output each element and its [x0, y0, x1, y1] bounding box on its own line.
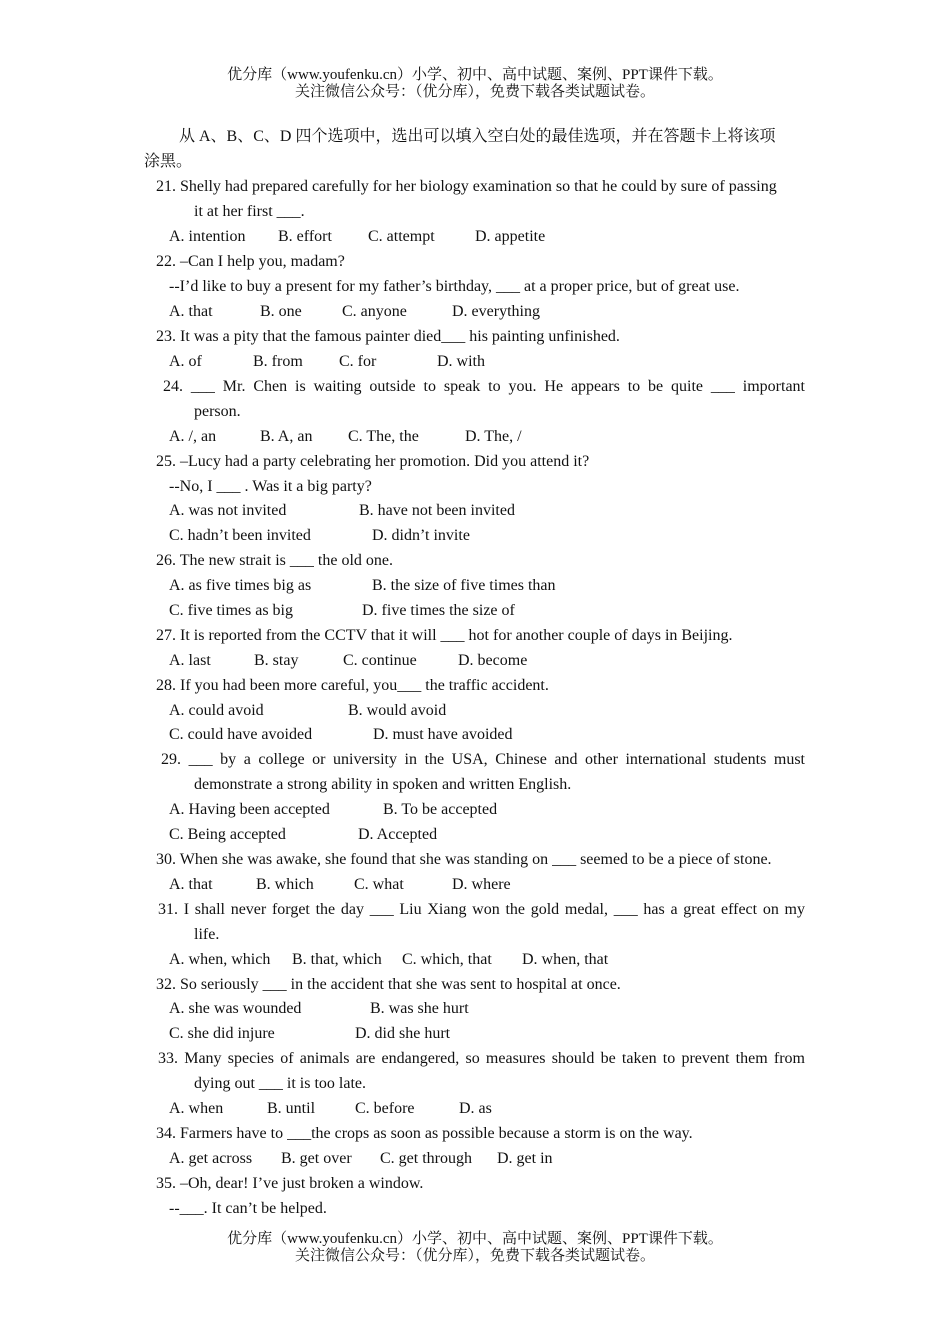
option-c: C. could have avoided: [169, 726, 313, 743]
option-c: C. what: [354, 876, 404, 893]
q23-stem: 23. It was a pity that the famous painter died___ his painting unfinished.: [156, 328, 620, 345]
option-b: B. the size of five times than: [372, 577, 556, 594]
q31-stem-cont: life.: [194, 926, 220, 943]
q35-stem-cont: --___. It can’t be helped.: [169, 1200, 327, 1217]
option-c: C. anyone: [342, 303, 407, 320]
option-c: C. The, the: [348, 428, 419, 445]
option-b: B. one: [260, 303, 302, 320]
q34-stem: 34. Farmers have to ___the crops as soon as possible because a storm is on the way.: [156, 1125, 693, 1142]
option-a: A. intention: [169, 228, 246, 245]
option-b: B. would avoid: [348, 702, 447, 719]
option-c: C. she did injure: [169, 1025, 275, 1042]
option-b: B. To be accepted: [383, 801, 498, 818]
q22-stem: 22. –Can I help you, madam?: [156, 253, 345, 270]
option-b: B. A, an: [260, 428, 313, 445]
q24-stem: 24. ___ Mr. Chen is waiting outside to speak to you. He appears to be quite ___ important: [163, 378, 805, 395]
option-b: B. from: [253, 353, 303, 370]
option-a: A. was not invited: [169, 502, 287, 519]
option-c: C. hadn’t been invited: [169, 527, 311, 544]
option-a: A. that: [169, 876, 213, 893]
option-a: A. last: [169, 652, 211, 669]
option-d: D. Accepted: [358, 826, 438, 843]
q21-stem: 21. Shelly had prepared carefully for her biology examination so that he could by sure of passing: [156, 178, 777, 195]
q33-stem-cont: dying out ___ it is too late.: [194, 1075, 366, 1092]
option-a: A. when, which: [169, 951, 271, 968]
option-c: C. continue: [343, 652, 417, 669]
q35-stem: 35. –Oh, dear! I’ve just broken a window.: [156, 1175, 424, 1192]
option-b: B. effort: [278, 228, 332, 245]
q26-stem: 26. The new strait is ___ the old one.: [156, 552, 393, 569]
q25-stem-cont: --No, I ___ . Was it a big party?: [169, 478, 372, 495]
option-d: D. didn’t invite: [372, 527, 470, 544]
option-a: A. that: [169, 303, 213, 320]
q27-stem: 27. It is reported from the CCTV that it will ___ hot for another couple of days in Beijing.: [156, 627, 733, 644]
option-d: D. as: [459, 1100, 492, 1117]
q33-stem: 33. Many species of animals are endangered, so measures should be taken to prevent them from: [158, 1050, 805, 1067]
option-c: C. which, that: [402, 951, 492, 968]
option-a: A. she was wounded: [169, 1000, 302, 1017]
option-d: D. did she hurt: [355, 1025, 451, 1042]
option-c: C. before: [355, 1100, 415, 1117]
q21-stem-cont: it at her first ___.: [194, 203, 305, 220]
option-c: C. get through: [380, 1150, 472, 1167]
option-b: B. that, which: [292, 951, 382, 968]
option-b: B. have not been invited: [359, 502, 515, 519]
q32-stem: 32. So seriously ___ in the accident that she was sent to hospital at once.: [156, 976, 621, 993]
option-a: A. of: [169, 353, 202, 370]
option-d: D. become: [458, 652, 528, 669]
option-d: D. get in: [497, 1150, 553, 1167]
header-line-1: 优分库（www.youfenku.cn）小学、初中、高中试题、案例、PPT课件下载。: [227, 67, 723, 83]
option-d: D. with: [437, 353, 485, 370]
q24-stem-cont: person.: [194, 403, 241, 420]
q22-stem-cont: --I’d like to buy a present for my father’s birthday, ___ at a proper price, but of great use.: [169, 278, 740, 295]
option-b: B. which: [256, 876, 314, 893]
option-a: A. Having been accepted: [169, 801, 330, 818]
option-a: A. could avoid: [169, 702, 264, 719]
option-b: B. stay: [254, 652, 299, 669]
option-a: A. when: [169, 1100, 224, 1117]
q30-stem: 30. When she was awake, she found that she was standing on ___ seemed to be a piece of stone.: [156, 851, 772, 868]
footer-line-2: 关注微信公众号：（优分库），免费下载各类试题试卷。: [294, 1248, 655, 1264]
option-d: D. five times the size of: [362, 602, 515, 619]
option-d: D. appetite: [475, 228, 546, 245]
option-a: A. get across: [169, 1150, 253, 1167]
instructions-line-2: 涂黑。: [144, 153, 193, 170]
option-a: A. /, an: [169, 428, 217, 445]
option-d: D. where: [452, 876, 511, 893]
page-header: [0, 67, 950, 101]
q28-stem: 28. If you had been more careful, you___ the traffic accident.: [156, 677, 549, 694]
option-c: C. attempt: [368, 228, 435, 245]
option-b: B. was she hurt: [370, 1000, 469, 1017]
q29-stem: 29. ___ by a college or university in the USA, Chinese and other international students must: [161, 751, 805, 768]
option-b: B. get over: [281, 1150, 352, 1167]
header-line-2: 关注微信公众号：（优分库），免费下载各类试题试卷。: [294, 84, 655, 100]
instructions-line-1: 从 A、B、C、D 四个选项中，选出可以填入空白处的最佳选项，并在答题卡上将该项: [179, 128, 776, 145]
page-footer: [0, 1231, 950, 1265]
option-d: D. everything: [452, 303, 540, 320]
option-c: C. five times as big: [169, 602, 293, 619]
q25-stem: 25. –Lucy had a party celebrating her promotion. Did you attend it?: [156, 453, 590, 470]
option-c: C. for: [339, 353, 377, 370]
option-c: C. Being accepted: [169, 826, 286, 843]
option-d: D. must have avoided: [373, 726, 513, 743]
option-b: B. until: [267, 1100, 316, 1117]
option-a: A. as five times big as: [169, 577, 312, 594]
q31-stem: 31. I shall never forget the day ___ Liu Xiang won the gold medal, ___ has a great effect on my: [158, 901, 805, 918]
option-d: D. when, that: [522, 951, 609, 968]
option-d: D. The, /: [465, 428, 522, 445]
footer-line-1: 优分库（www.youfenku.cn）小学、初中、高中试题、案例、PPT课件下载。: [227, 1231, 723, 1247]
q29-stem-cont: demonstrate a strong ability in spoken and written English.: [194, 776, 572, 793]
